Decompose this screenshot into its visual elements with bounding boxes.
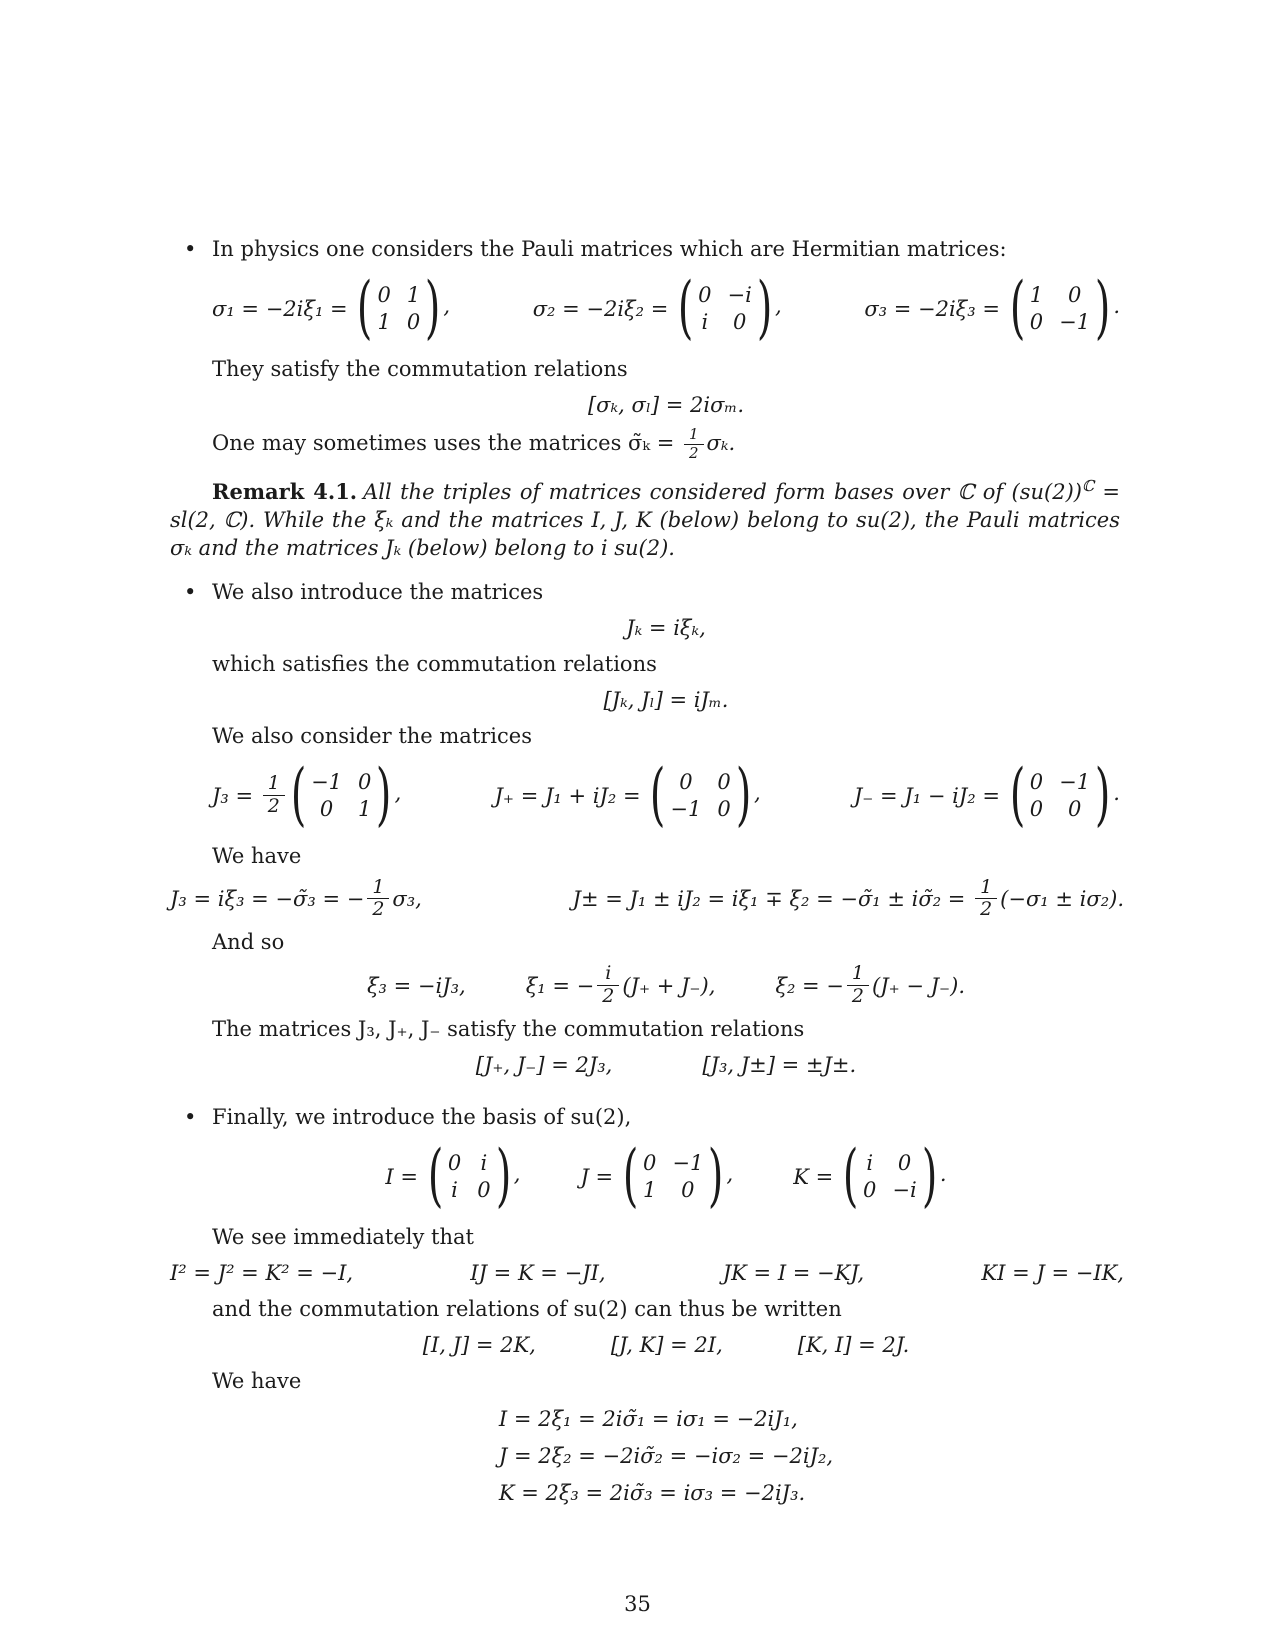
matrix-cell: −1 xyxy=(311,769,343,794)
left-paren-icon: ( xyxy=(650,755,666,835)
math-sigma3-definition xyxy=(864,268,1120,348)
math-lhs: J₊ = J₁ + iJ₂ = xyxy=(494,783,648,808)
matrix-cell: 1 xyxy=(358,796,372,821)
paragraph-which-satisfies: which satisfies the commutation relations xyxy=(212,651,657,676)
matrix-cell: 0 xyxy=(679,769,693,794)
matrix-cell: 0 xyxy=(698,283,712,307)
math-tail: , xyxy=(775,294,782,318)
remark-4-1 xyxy=(170,472,1120,562)
matrix-cells xyxy=(373,285,424,333)
item-body xyxy=(170,235,1120,562)
right-paren-icon: ) xyxy=(495,1136,511,1216)
math-squares: I² = J² = K² = −I, xyxy=(170,1261,354,1286)
matrix-cell: 0 xyxy=(1067,283,1082,307)
matrix-cells xyxy=(859,1153,921,1201)
right-paren-icon: ) xyxy=(376,755,392,835)
equation-j3-jplus-jminus xyxy=(212,756,1120,836)
paragraph-ladder-intro: The matrices J₃, J₊, J₋ satisfy the commutation relations xyxy=(212,1017,805,1042)
fraction-denominator: 2 xyxy=(847,985,869,1007)
right-paren-icon: ) xyxy=(1094,268,1111,348)
equation-jk-definition xyxy=(212,614,1120,642)
matrix-cells xyxy=(1026,769,1094,821)
math-tail: . xyxy=(1113,780,1120,805)
math-jminus-definition xyxy=(853,755,1120,835)
equation-identifications xyxy=(212,1405,1120,1507)
fraction-numerator: 1 xyxy=(688,425,699,443)
equation-ladder-commutators xyxy=(212,1051,1120,1079)
math-xi2 xyxy=(775,964,965,1007)
bullet-item-su2-basis xyxy=(170,1103,1124,1507)
remark-body-2: = sl(2, ℂ). While the ξₖ and the matrices I, J, K (below) belong to su(2), the Pauli matrices σₖ and the matrices Jₖ (below) belong to i su(2). xyxy=(170,479,1120,560)
aligned-equations xyxy=(499,1405,833,1507)
matrix-cells xyxy=(307,769,375,821)
matrix-cell: 1 xyxy=(1029,283,1044,307)
left-paren-icon: ( xyxy=(677,268,694,348)
math-tail: , xyxy=(726,1162,734,1187)
math-tail: , xyxy=(394,780,402,805)
matrix-J xyxy=(622,1136,725,1216)
matrix-cell: i xyxy=(701,310,709,334)
matrix-cell: 0 xyxy=(1029,769,1044,794)
text-sometimes-pre: One may sometimes uses the matrices σ̃ₖ = xyxy=(212,430,681,455)
matrix-cell: 0 xyxy=(447,1151,462,1176)
math-tail: . xyxy=(939,1162,947,1187)
fraction-one-half xyxy=(847,964,869,1007)
matrix-jplus xyxy=(649,755,752,835)
page-number: 35 xyxy=(624,1592,651,1616)
matrix-cell: i xyxy=(451,1178,458,1203)
equation-jk-commutator xyxy=(212,686,1120,714)
matrix-cell: 0 xyxy=(897,1151,912,1176)
math-pre: ξ₁ = − xyxy=(525,973,595,998)
fraction-numerator: 1 xyxy=(851,962,864,985)
matrix-cell: −i xyxy=(727,283,752,307)
item-body xyxy=(170,578,1124,1088)
matrix-cell: 0 xyxy=(477,1178,491,1203)
matrix-cells xyxy=(666,769,734,821)
math-sigma2-definition xyxy=(532,268,782,348)
fraction-denominator: 2 xyxy=(367,898,389,920)
matrix-cell: 1 xyxy=(643,1178,657,1203)
matrix-jminus xyxy=(1009,755,1112,835)
matrix-cell: −1 xyxy=(1059,310,1091,334)
paragraph-sometimes xyxy=(212,427,1120,462)
fraction-denominator: 2 xyxy=(684,444,704,462)
matrix-cell: 0 xyxy=(377,283,391,307)
math-post: σ₃, xyxy=(392,886,422,911)
paragraph-see-immediately: We see immediately that xyxy=(212,1225,474,1250)
matrix-sigma3 xyxy=(1009,268,1112,348)
equation-sigma-commutator xyxy=(212,391,1120,419)
math-jk-definition: Jₖ = iξₖ, xyxy=(626,615,706,640)
paragraph-we-have-1: We have xyxy=(212,843,302,868)
math-KI-commutator: [K, I] = 2J. xyxy=(797,1333,910,1358)
matrix-cells xyxy=(1026,285,1094,333)
paragraph-thus-written: and the commutation relations of su(2) can thus be written xyxy=(212,1297,842,1322)
equation-ijk-products xyxy=(170,1259,1124,1287)
math-jplus-jminus-commutator: [J₊, J₋] = 2J₃, xyxy=(475,1053,613,1078)
math-pre: J₃ = iξ₃ = −σ̃₃ = − xyxy=(170,886,365,911)
matrix-cell: 0 xyxy=(358,769,372,794)
math-lhs: I = xyxy=(385,1165,425,1190)
math-pre: ξ₂ = − xyxy=(775,973,844,998)
matrix-cell: 0 xyxy=(863,1178,877,1203)
math-lhs: J₋ = J₁ − iJ₂ = xyxy=(853,783,1007,808)
math-tail: , xyxy=(753,780,761,805)
math-xi3 xyxy=(367,972,466,1000)
math-tail: , xyxy=(443,294,451,318)
math-j3-relation xyxy=(170,875,422,921)
math-I-identifications: I = 2ξ₁ = 2iσ̃₁ = iσ₁ = −2iJ₁, xyxy=(498,1407,798,1432)
matrix-cells xyxy=(639,1153,707,1201)
math-jk-commutator: [Jₖ, Jₗ] = iJₘ. xyxy=(603,687,729,712)
math-pre: J± = J₁ ± iJ₂ = iξ₁ ∓ ξ₂ = −σ̃₁ ± iσ̃₂ = xyxy=(572,886,973,911)
bullet-item-pauli xyxy=(170,235,1120,562)
right-paren-icon: ) xyxy=(708,1136,724,1216)
paragraph-introduce-jk: We also introduce the matrices xyxy=(212,579,544,604)
bullet-item-j-matrices xyxy=(170,578,1124,1088)
matrix-cell: −i xyxy=(892,1178,917,1203)
left-paren-icon: ( xyxy=(1009,268,1025,348)
math-I-definition xyxy=(385,1136,521,1216)
right-paren-icon: ) xyxy=(735,755,752,835)
fraction-numerator: 1 xyxy=(980,875,993,898)
fraction-one-half xyxy=(975,875,997,921)
right-paren-icon: ) xyxy=(756,268,773,348)
fraction-numerator: 1 xyxy=(267,772,280,795)
paragraph-we-have-2: We have xyxy=(212,1369,302,1394)
math-sigma1-definition xyxy=(212,268,451,348)
matrix-cell: i xyxy=(480,1151,488,1176)
matrix-cells xyxy=(444,1153,495,1201)
equation-xi-from-j xyxy=(212,964,1120,1007)
matrix-cell: 0 xyxy=(717,796,731,821)
matrix-sigma2 xyxy=(677,268,773,348)
math-j3-jpm-commutator: [J₃, J±] = ±J±. xyxy=(702,1053,857,1078)
left-paren-icon: ( xyxy=(622,1136,639,1216)
math-ij-product: IJ = K = −JI, xyxy=(470,1261,606,1286)
remark-body-1: All the triples of matrices considered form bases over ℂ of (su(2)) xyxy=(363,479,1082,504)
paragraph-and-so: And so xyxy=(212,930,285,955)
math-post: (J₊ − J₋). xyxy=(872,973,966,998)
matrix-cell: −1 xyxy=(670,796,702,821)
equation-pauli-definitions xyxy=(212,269,1120,349)
paragraph-finally-basis: Finally, we introduce the basis of su(2), xyxy=(212,1105,632,1130)
bullet-marker: • xyxy=(184,237,197,261)
right-paren-icon: ) xyxy=(1094,755,1111,835)
fraction-numerator: i xyxy=(605,962,612,985)
matrix-sigma1 xyxy=(356,268,441,348)
math-post: (J₊ + J₋), xyxy=(622,973,716,998)
fraction-one-half xyxy=(367,875,389,921)
paragraph-pauli-intro: In physics one considers the Pauli matrices which are Hermitian matrices: xyxy=(212,237,1007,261)
right-paren-icon: ) xyxy=(921,1136,938,1216)
item-body xyxy=(170,1103,1124,1507)
matrix-cell: 0 xyxy=(406,310,421,334)
math-lhs: K = xyxy=(793,1165,840,1190)
matrix-cell: 0 xyxy=(681,1178,695,1203)
math-JK-commutator: [J, K] = 2I, xyxy=(610,1333,723,1358)
fraction-denominator: 2 xyxy=(597,985,619,1007)
matrix-cell: −1 xyxy=(1059,769,1091,794)
math-post: (−σ₁ ± iσ₂). xyxy=(1000,886,1124,911)
math-J-definition xyxy=(580,1136,734,1216)
fraction-one-half xyxy=(684,427,704,462)
math-K-definition xyxy=(793,1136,947,1216)
left-paren-icon: ( xyxy=(842,1136,859,1216)
math-jpm-relation xyxy=(572,875,1124,921)
matrix-cell: 0 xyxy=(1029,796,1044,821)
matrix-j3 xyxy=(290,755,393,835)
matrix-cell: 0 xyxy=(1067,796,1082,821)
left-paren-icon: ( xyxy=(290,755,307,835)
remark-superscript-C: ℂ xyxy=(1081,476,1094,495)
math-lhs: σ₁ = −2iξ₁ = xyxy=(212,297,355,321)
math-xi1 xyxy=(526,964,716,1007)
fraction-i-over-2 xyxy=(597,964,619,1007)
matrix-cell: i xyxy=(866,1151,874,1176)
math-j3-definition xyxy=(212,755,402,835)
math-ki-product: KI = J = −IK, xyxy=(981,1261,1124,1286)
math-lhs: σ₂ = −2iξ₂ = xyxy=(532,297,675,321)
fraction-one-half xyxy=(263,774,285,817)
matrix-cell: 0 xyxy=(717,769,731,794)
left-paren-icon: ( xyxy=(427,1136,443,1216)
fraction-denominator: 2 xyxy=(975,898,997,920)
bullet-marker: • xyxy=(184,1105,197,1130)
left-paren-icon: ( xyxy=(357,268,373,348)
math-J-identifications: J = 2ξ₂ = −2iσ̃₂ = −iσ₂ = −2iJ₂, xyxy=(498,1444,834,1469)
fraction-denominator: 2 xyxy=(263,795,285,817)
left-paren-icon: ( xyxy=(1009,755,1025,835)
bullet-marker: • xyxy=(184,579,197,604)
matrix-cell: 1 xyxy=(377,310,391,334)
equation-ijk-definitions xyxy=(212,1137,1120,1217)
matrix-cell: 0 xyxy=(319,796,334,821)
matrix-cells xyxy=(694,285,756,333)
math-tail: . xyxy=(1113,294,1120,318)
math-text: ξ₃ = −iJ₃, xyxy=(366,973,466,998)
matrix-K xyxy=(842,1136,938,1216)
text-sometimes-post: σₖ. xyxy=(706,430,736,455)
remark-label: Remark 4.1. xyxy=(212,478,358,504)
paragraph-satisfy-commutation: They satisfy the commutation relations xyxy=(212,357,628,381)
matrix-cell: 0 xyxy=(733,310,747,334)
matrix-I xyxy=(427,1136,512,1216)
math-K-identifications: K = 2ξ₃ = 2iσ̃₃ = iσ₃ = −2iJ₃. xyxy=(498,1481,806,1506)
equation-su2-commutators xyxy=(212,1331,1120,1359)
math-lhs: σ₃ = −2iξ₃ = xyxy=(864,297,1007,321)
math-lhs: J₃ = xyxy=(212,783,260,808)
math-IJ-commutator: [I, J] = 2K, xyxy=(422,1333,536,1358)
equation-j3-jpm-relations xyxy=(170,875,1124,921)
math-tail: , xyxy=(513,1162,521,1187)
matrix-cell: 0 xyxy=(643,1151,657,1176)
matrix-cell: 0 xyxy=(1029,310,1044,334)
right-paren-icon: ) xyxy=(425,268,441,348)
math-jk-product: JK = I = −KJ, xyxy=(722,1261,865,1286)
fraction-numerator: 1 xyxy=(372,875,385,898)
matrix-cell: −1 xyxy=(672,1151,704,1176)
paragraph-also-consider: We also consider the matrices xyxy=(212,723,532,748)
math-jplus-definition xyxy=(494,755,761,835)
math-lhs: J = xyxy=(580,1165,620,1190)
matrix-cell: 1 xyxy=(406,283,421,307)
math-sigma-commutator: [σₖ, σₗ] = 2iσₘ. xyxy=(587,393,745,417)
